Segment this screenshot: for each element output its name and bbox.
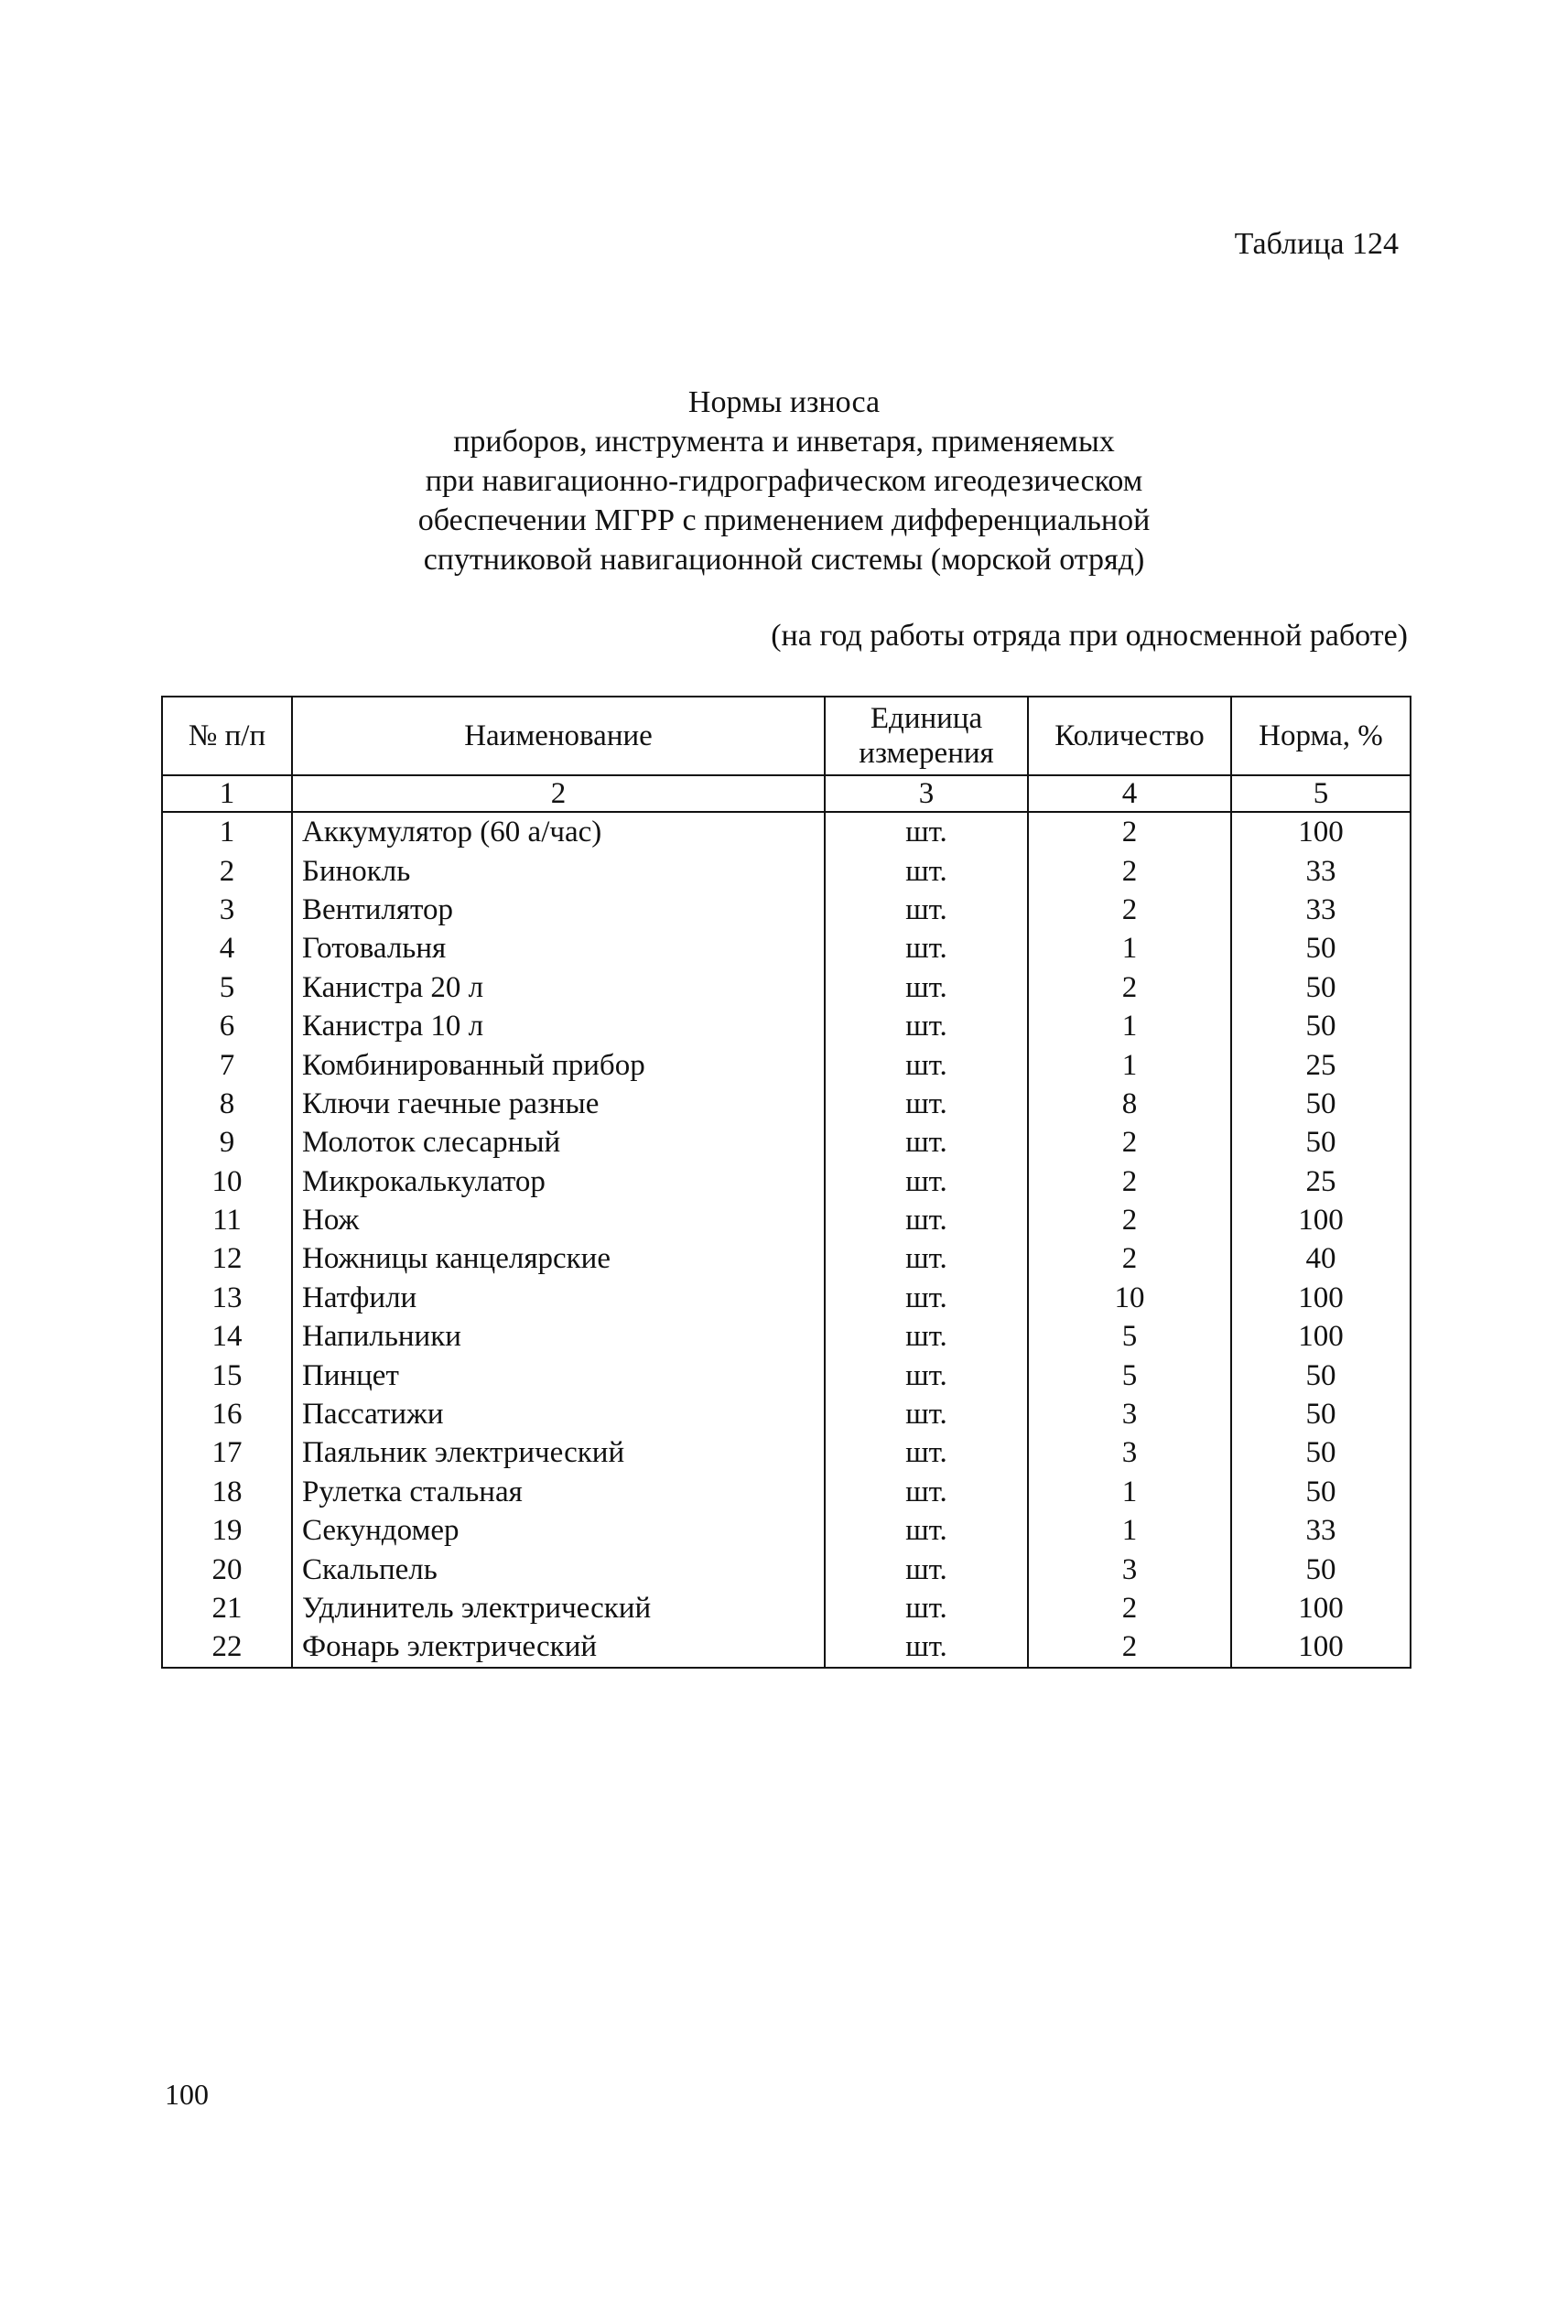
cell-num: 22 — [162, 1627, 292, 1667]
cell-num: 21 — [162, 1589, 292, 1627]
cell-unit: шт. — [825, 851, 1028, 890]
table-row — [162, 1627, 1411, 1667]
cell-norm: 50 — [1231, 1123, 1411, 1162]
cell-qty: 2 — [1028, 1627, 1231, 1667]
table-row — [162, 812, 1411, 851]
cell-unit: шт. — [825, 812, 1028, 851]
cell-unit: шт. — [825, 1627, 1028, 1667]
header-num: № п/п — [162, 697, 292, 775]
cell-num: 3 — [162, 891, 292, 929]
column-number: 3 — [825, 775, 1028, 812]
cell-name: Ключи гаечные разные — [292, 1085, 825, 1123]
cell-norm: 100 — [1231, 812, 1411, 851]
cell-qty: 3 — [1028, 1395, 1231, 1433]
cell-norm: 50 — [1231, 1473, 1411, 1511]
table-row — [162, 1123, 1411, 1162]
cell-name: Рулетка стальная — [292, 1473, 825, 1511]
cell-name: Готовальня — [292, 929, 825, 967]
cell-num: 17 — [162, 1433, 292, 1472]
cell-qty: 2 — [1028, 968, 1231, 1007]
table-row — [162, 1201, 1411, 1239]
header-name: Наименование — [292, 697, 825, 775]
cell-num: 4 — [162, 929, 292, 967]
cell-qty: 2 — [1028, 1162, 1231, 1201]
table-row — [162, 1045, 1411, 1084]
cell-num: 7 — [162, 1045, 292, 1084]
cell-unit: шт. — [825, 1395, 1028, 1433]
cell-norm: 33 — [1231, 851, 1411, 890]
cell-name: Фонарь электрический — [292, 1627, 825, 1667]
table-row — [162, 1162, 1411, 1201]
cell-norm: 100 — [1231, 1589, 1411, 1627]
cell-num: 10 — [162, 1162, 292, 1201]
table-row — [162, 1511, 1411, 1550]
cell-norm: 100 — [1231, 1317, 1411, 1356]
cell-name: Паяльник электрический — [292, 1433, 825, 1472]
cell-qty: 1 — [1028, 1473, 1231, 1511]
cell-qty: 2 — [1028, 812, 1231, 851]
cell-name: Пинцет — [292, 1356, 825, 1394]
column-number-row — [162, 775, 1411, 812]
cell-unit: шт. — [825, 968, 1028, 1007]
cell-name: Вентилятор — [292, 891, 825, 929]
title-line: при навигационно-гидрографическом игеодезическом — [425, 464, 1143, 498]
cell-norm: 40 — [1231, 1239, 1411, 1278]
cell-num: 12 — [162, 1239, 292, 1278]
cell-name: Канистра 20 л — [292, 968, 825, 1007]
cell-unit: шт. — [825, 891, 1028, 929]
cell-num: 1 — [162, 812, 292, 851]
table-row — [162, 1550, 1411, 1588]
cell-num: 18 — [162, 1473, 292, 1511]
cell-num: 6 — [162, 1007, 292, 1045]
cell-qty: 2 — [1028, 851, 1231, 890]
cell-num: 14 — [162, 1317, 292, 1356]
cell-name: Аккумулятор (60 а/час) — [292, 812, 825, 851]
cell-unit: шт. — [825, 1007, 1028, 1045]
cell-qty: 5 — [1028, 1356, 1231, 1394]
column-number: 2 — [292, 775, 825, 812]
cell-unit: шт. — [825, 1589, 1028, 1627]
table-row — [162, 1317, 1411, 1356]
page-number: 100 — [165, 2078, 209, 2111]
cell-name: Бинокль — [292, 851, 825, 890]
column-number: 1 — [162, 775, 292, 812]
cell-unit: шт. — [825, 1511, 1028, 1550]
table-row — [162, 1356, 1411, 1394]
cell-qty: 1 — [1028, 1511, 1231, 1550]
cell-num: 5 — [162, 968, 292, 1007]
cell-num: 2 — [162, 851, 292, 890]
cell-qty: 2 — [1028, 1201, 1231, 1239]
table-header-row — [162, 697, 1411, 775]
table-row — [162, 1085, 1411, 1123]
cell-name: Нож — [292, 1201, 825, 1239]
table-row — [162, 1473, 1411, 1511]
cell-name: Микрокалькулатор — [292, 1162, 825, 1201]
cell-norm: 100 — [1231, 1627, 1411, 1667]
table-row — [162, 1589, 1411, 1627]
cell-unit: шт. — [825, 1550, 1028, 1588]
cell-qty: 2 — [1028, 1589, 1231, 1627]
header-unit — [825, 697, 1028, 775]
cell-qty: 3 — [1028, 1550, 1231, 1588]
cell-norm: 100 — [1231, 1279, 1411, 1317]
cell-unit: шт. — [825, 1045, 1028, 1084]
cell-norm: 50 — [1231, 1550, 1411, 1588]
cell-qty: 1 — [1028, 1045, 1231, 1084]
cell-num: 19 — [162, 1511, 292, 1550]
cell-name: Пассатижи — [292, 1395, 825, 1433]
table-number-label: Таблица 124 — [1234, 227, 1399, 261]
cell-name: Канистра 10 л — [292, 1007, 825, 1045]
cell-unit: шт. — [825, 1279, 1028, 1317]
cell-qty: 2 — [1028, 891, 1231, 929]
cell-norm: 33 — [1231, 891, 1411, 929]
cell-num: 13 — [162, 1279, 292, 1317]
cell-norm: 100 — [1231, 1201, 1411, 1239]
cell-qty: 1 — [1028, 929, 1231, 967]
cell-unit: шт. — [825, 1085, 1028, 1123]
document-title — [0, 383, 1568, 579]
cell-norm: 25 — [1231, 1162, 1411, 1201]
cell-norm: 50 — [1231, 1433, 1411, 1472]
cell-qty: 10 — [1028, 1279, 1231, 1317]
table-row — [162, 1239, 1411, 1278]
cell-norm: 50 — [1231, 968, 1411, 1007]
table-row — [162, 929, 1411, 967]
cell-qty: 3 — [1028, 1433, 1231, 1472]
table-row — [162, 1395, 1411, 1433]
cell-unit: шт. — [825, 1239, 1028, 1278]
column-number: 4 — [1028, 775, 1231, 812]
cell-norm: 25 — [1231, 1045, 1411, 1084]
table-row — [162, 1279, 1411, 1317]
cell-norm: 50 — [1231, 1085, 1411, 1123]
cell-name: Удлинитель электрический — [292, 1589, 825, 1627]
cell-num: 20 — [162, 1550, 292, 1588]
cell-name: Ножницы канцелярские — [292, 1239, 825, 1278]
cell-name: Натфили — [292, 1279, 825, 1317]
cell-unit: шт. — [825, 1317, 1028, 1356]
column-number: 5 — [1231, 775, 1411, 812]
table-row — [162, 968, 1411, 1007]
cell-unit: шт. — [825, 1201, 1028, 1239]
cell-num: 9 — [162, 1123, 292, 1162]
cell-num: 15 — [162, 1356, 292, 1394]
cell-qty: 8 — [1028, 1085, 1231, 1123]
cell-norm: 50 — [1231, 1007, 1411, 1045]
cell-norm: 33 — [1231, 1511, 1411, 1550]
period-note: (на год работы отряда при односменной работе) — [771, 619, 1408, 653]
cell-unit: шт. — [825, 1123, 1028, 1162]
table-row — [162, 1433, 1411, 1472]
title-line: обеспечении МГРР с применением дифференциальной — [417, 503, 1151, 537]
cell-num: 11 — [162, 1201, 292, 1239]
cell-unit: шт. — [825, 1356, 1028, 1394]
header-unit-line1: Единица — [870, 702, 983, 735]
cell-unit: шт. — [825, 1162, 1028, 1201]
cell-name: Скальпель — [292, 1550, 825, 1588]
cell-name: Молоток слесарный — [292, 1123, 825, 1162]
cell-num: 8 — [162, 1085, 292, 1123]
cell-name: Секундомер — [292, 1511, 825, 1550]
cell-unit: шт. — [825, 1433, 1028, 1472]
cell-qty: 2 — [1028, 1123, 1231, 1162]
table-row — [162, 891, 1411, 929]
wear-norms-table — [161, 696, 1411, 1669]
title-line: приборов, инструмента и инветаря, применяемых — [453, 425, 1115, 459]
cell-name: Комбинированный прибор — [292, 1045, 825, 1084]
cell-qty: 5 — [1028, 1317, 1231, 1356]
title-line: Нормы износа — [687, 385, 881, 419]
cell-num: 16 — [162, 1395, 292, 1433]
cell-norm: 50 — [1231, 929, 1411, 967]
cell-name: Напильники — [292, 1317, 825, 1356]
table-row — [162, 851, 1411, 890]
cell-unit: шт. — [825, 929, 1028, 967]
cell-norm: 50 — [1231, 1356, 1411, 1394]
cell-qty: 2 — [1028, 1239, 1231, 1278]
header-unit-line2: измерения — [859, 737, 994, 770]
cell-qty: 1 — [1028, 1007, 1231, 1045]
cell-norm: 50 — [1231, 1395, 1411, 1433]
table-body — [162, 812, 1411, 1668]
title-line: спутниковой навигационной системы (морской отряд) — [423, 543, 1145, 577]
header-qty: Количество — [1028, 697, 1231, 775]
table-row — [162, 1007, 1411, 1045]
header-norm: Норма, % — [1231, 697, 1411, 775]
cell-unit: шт. — [825, 1473, 1028, 1511]
